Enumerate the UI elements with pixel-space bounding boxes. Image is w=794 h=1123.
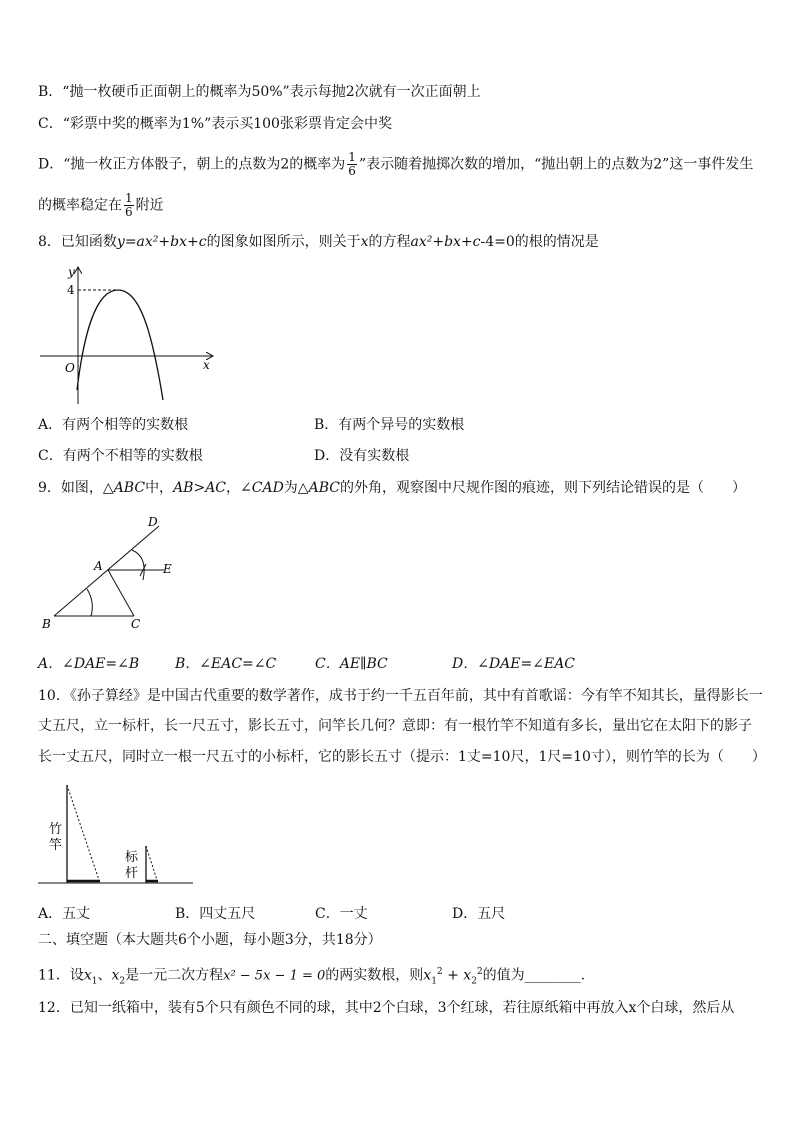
- q9-stem-c: ，∠: [226, 480, 252, 496]
- q10-pole-shadow-figure: [36, 780, 196, 890]
- q7-fraction-2: [124, 192, 134, 219]
- q7-option-c: C．“彩票中奖的概率为1%”表示买100张彩票肯定会中奖: [38, 116, 392, 132]
- q9-triangle-figure: [36, 512, 186, 637]
- y-tick-label: 4: [67, 283, 75, 297]
- q7-option-d-text-c: 的概率稳定在: [38, 197, 122, 214]
- q11-separator: 、: [97, 967, 112, 984]
- rod-label-2: 杆: [125, 866, 139, 881]
- arc-at-a: [132, 550, 144, 580]
- q10-line1: 10．《孙子算经》是中国古代重要的数学著作，成书于约一千五百年前，其中有首歌谣：今有竿不知其长，量得影长一: [38, 688, 763, 704]
- bamboo-pole-shadow-ray: [67, 785, 100, 883]
- q11-text-a: 11．设: [38, 967, 84, 984]
- q9-angle-name: CAD: [251, 480, 284, 496]
- q11-equation: x² − 5x − 1 = 0: [223, 968, 326, 984]
- q7-option-d-text-b: ”表示随着抛掷次数的增加，“抛出朝上的点数为2”这一事件发生: [358, 156, 754, 173]
- point-b-label: B: [42, 617, 51, 631]
- ray-bd: [54, 526, 159, 616]
- point-c-label: C: [131, 617, 141, 631]
- q10-option-d: D．五尺: [452, 906, 506, 922]
- q11-text-c: 的两实数根，则: [325, 967, 424, 984]
- q11-expr-sub1: 1: [431, 976, 437, 987]
- arc-at-b: [87, 589, 92, 616]
- q7-option-d-text-a: D．“抛一枚正方体骰子，朝上的点数为2的概率为: [38, 156, 346, 173]
- q11-x2-subscript: 2: [119, 976, 126, 987]
- origin-label: O: [65, 361, 75, 375]
- q11-expr-x1: x: [423, 967, 432, 984]
- pole-label-2: 竿: [49, 838, 63, 853]
- fraction-numerator: 1: [125, 191, 133, 205]
- q11-expr-sq2: 2: [476, 967, 483, 977]
- fraction-denominator: 6: [348, 164, 356, 178]
- pole-label-1: 竹: [49, 822, 63, 837]
- q10-option-b: B．四丈五尺: [175, 906, 256, 922]
- point-e-label: E: [163, 562, 172, 576]
- q12-line1: 12．已知一纸箱中，装有5个只有颜色不同的球，其中2个白球，3个红球，若往原纸箱中再放入x个白球，然后从: [38, 1000, 735, 1016]
- point-a-label: A: [94, 559, 103, 573]
- q9-triangle-name: ABC: [113, 480, 146, 496]
- rod-label-1: 标: [125, 850, 139, 865]
- q8-equation: ax²+bx+c: [410, 234, 481, 250]
- q7-option-d-text-d: 附近: [135, 197, 164, 214]
- marker-rod-shadow-ray: [146, 846, 158, 883]
- fraction-denominator: 6: [125, 205, 133, 219]
- q9-option-a: A．∠DAE=∠B: [38, 656, 140, 672]
- section2-heading: 二、填空题（本大题共6个小题，每小题3分，共18分）: [38, 932, 382, 948]
- q9-stem-d: 为△: [283, 480, 309, 496]
- q7-fraction-1: [347, 151, 357, 178]
- q11-text-d: 的值为________.: [482, 967, 586, 984]
- q8-option-a: A．有两个相等的实数根: [38, 417, 189, 433]
- q7-option-d-line2: [38, 192, 164, 219]
- q7-option-d-line1: [38, 151, 753, 178]
- q7-option-b: B．“抛一枚硬币正面朝上的概率为50%”表示每抛2次就有一次正面朝上: [38, 84, 481, 100]
- q8-option-c: C．有两个不相等的实数根: [38, 448, 203, 464]
- x-axis-label: x: [203, 358, 210, 372]
- q9-stem-a: 9．如图，△: [38, 480, 114, 496]
- q9-stem: [38, 479, 746, 497]
- point-d-label: D: [148, 515, 158, 529]
- y-axis-label: y: [68, 265, 75, 279]
- q8-parabola-graph: [36, 262, 221, 408]
- q11-x1-subscript: 1: [91, 976, 98, 987]
- q9-triangle-name-2: ABC: [308, 480, 340, 496]
- q11-expr-sub2: 2: [471, 976, 477, 987]
- q10-line3: 长一丈五尺，同时立一根一尺五寸的小标杆，它的影长五寸（提示：1丈=10尺，1尺=10寸），则竹竿的长为（ ）: [38, 749, 766, 765]
- q8-stem: [38, 233, 599, 251]
- q8-stem-d: -4=0的根的情况是: [480, 234, 599, 250]
- q8-option-b: B．有两个异号的实数根: [314, 417, 465, 433]
- q9-option-d: D．∠DAE=∠EAC: [452, 656, 576, 672]
- q10-option-a: A．五丈: [38, 906, 91, 922]
- parabola-curve: [77, 290, 163, 400]
- q11-expr-x2: x: [463, 967, 472, 984]
- q11-x1: x: [83, 967, 92, 984]
- q11-stem: [38, 963, 585, 990]
- q11-plus: +: [442, 967, 464, 984]
- q8-variable: x: [360, 234, 369, 250]
- q9-option-c: C．AE∥BC: [315, 656, 388, 672]
- q9-condition: AB>AC: [173, 480, 227, 496]
- q9-stem-e: 的外角，观察图中尺规作图的痕迹，则下列结论错误的是（ ）: [339, 480, 746, 496]
- q8-stem-c: 的方程: [368, 234, 411, 250]
- q8-function: y=ax²+bx+c: [116, 234, 207, 250]
- q9-stem-b: 中，: [145, 480, 174, 496]
- q8-stem-b: 的图象如图所示，则关于: [206, 234, 361, 250]
- segment-ac: [108, 570, 134, 616]
- q9-option-b: B．∠EAC=∠C: [175, 656, 277, 672]
- q11-x2: x: [111, 967, 120, 984]
- q10-option-c: C．一丈: [315, 906, 368, 922]
- q8-stem-a: 8．已知函数: [38, 234, 117, 250]
- q8-option-d: D．没有实数根: [314, 448, 410, 464]
- fraction-numerator: 1: [348, 150, 356, 164]
- q11-expr-sq1: 2: [436, 967, 443, 977]
- q10-line2: 丈五尺，立一标杆，长一尺五寸，影长五寸，问竿长几何？意即：有一根竹竿不知道有多长，量出它在太阳下的影子: [38, 718, 752, 734]
- q11-text-b: 是一元二次方程: [125, 967, 224, 984]
